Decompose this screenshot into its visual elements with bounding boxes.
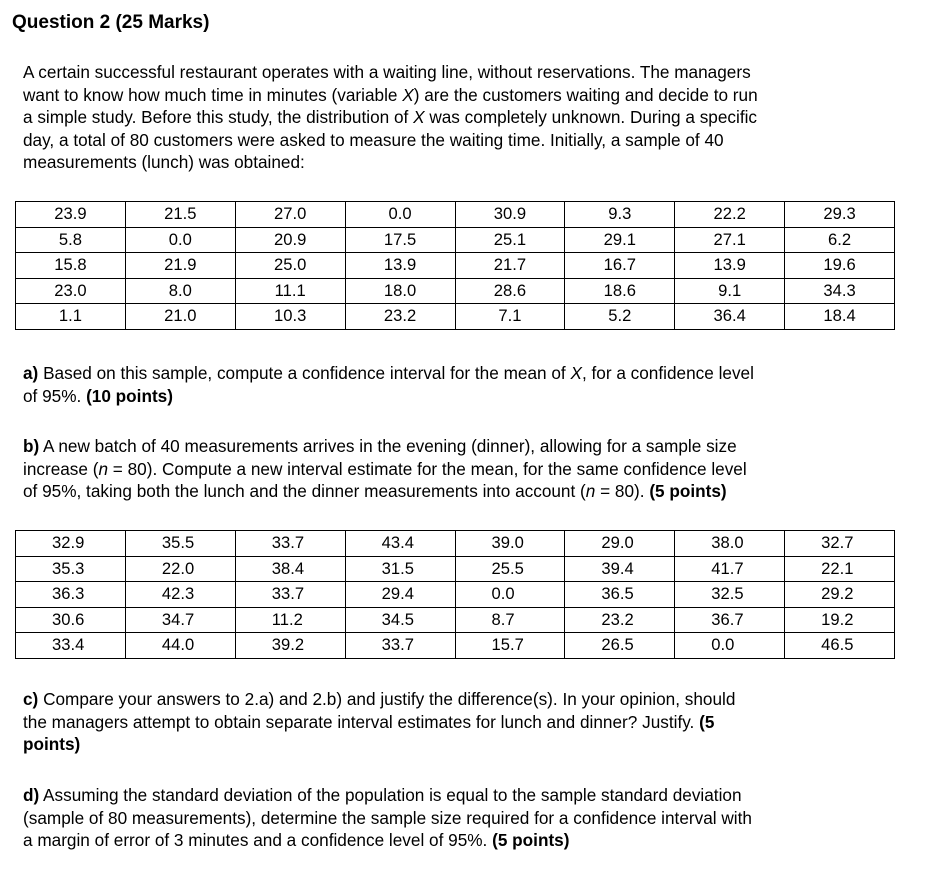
table-cell: 38.0 (675, 531, 785, 557)
table-cell: 27.1 (675, 227, 785, 253)
table-cell: 22.2 (675, 202, 785, 228)
table-cell: 25.0 (235, 253, 345, 279)
table-cell: 20.9 (235, 227, 345, 253)
table-cell: 8.7 (455, 607, 565, 633)
table-cell: 21.5 (125, 202, 235, 228)
table-cell: 32.9 (16, 531, 126, 557)
table-cell: 23.0 (16, 278, 126, 304)
part-b-text-1: A new batch of 40 measurements arrives in the evening (dinner), allowing for a sample size (39, 436, 737, 456)
table-row (16, 556, 895, 582)
table-cell: 18.0 (345, 278, 455, 304)
table-cell: 16.7 (565, 253, 675, 279)
intro-paragraph (23, 61, 903, 174)
table-cell: 19.2 (785, 607, 895, 633)
intro-line-3-end: was completely unknown. During a specific (424, 107, 758, 128)
table-cell: 17.5 (345, 227, 455, 253)
table-cell: 43.4 (345, 531, 455, 557)
intro-line-5: measurements (lunch) was obtained: (23, 152, 305, 173)
part-a-text-1-end: , for a confidence level (581, 363, 754, 383)
part-a-label: a) (23, 363, 39, 383)
table-cell: 0.0 (345, 202, 455, 228)
table-cell: 27.0 (235, 202, 345, 228)
table-cell: 7.1 (455, 304, 565, 330)
table-cell: 29.4 (345, 582, 455, 608)
variable-n: n (585, 481, 596, 502)
table-cell: 0.0 (125, 227, 235, 253)
part-a-text-2: of 95%. (23, 385, 87, 406)
part-d-line-3 (23, 829, 903, 852)
table-row (16, 582, 895, 608)
table-cell: 13.9 (345, 253, 455, 279)
table-row (16, 253, 895, 279)
table-cell: 19.6 (785, 253, 895, 279)
intro-line-3 (23, 106, 903, 129)
table-cell: 22.1 (785, 556, 895, 582)
table-cell: 8.0 (125, 278, 235, 304)
part-a-text-1: Based on this sample, compute a confidence interval for the mean of (38, 363, 571, 383)
table-cell: 0.0 (675, 633, 785, 659)
table-cell: 38.4 (235, 556, 345, 582)
table-cell: 34.7 (125, 607, 235, 633)
part-d-line-2: (sample of 80 measurements), determine the sample size required for a confidence interval with (23, 807, 752, 828)
part-c-label: c) (23, 689, 39, 709)
table-cell: 1.1 (16, 304, 126, 330)
part-c-text-2: the managers attempt to obtain separate interval estimates for lunch and dinner? Justify. (23, 711, 700, 732)
table-cell: 44.0 (125, 633, 235, 659)
table-cell: 42.3 (125, 582, 235, 608)
part-b-points: (5 points) (649, 481, 727, 502)
part-a-paragraph (23, 362, 903, 407)
table-cell: 13.9 (675, 253, 785, 279)
table-cell: 35.5 (125, 531, 235, 557)
table-cell: 46.5 (785, 633, 895, 659)
part-c-points-b: points) (23, 734, 81, 755)
table-cell: 39.0 (455, 531, 565, 557)
part-d-text-1: Assuming the standard deviation of the population is equal to the sample standard deviation (39, 785, 742, 805)
table-cell: 23.2 (565, 607, 675, 633)
intro-line-2-text: want to know how much time in minutes (variable (23, 84, 403, 105)
part-d-paragraph (23, 784, 903, 852)
part-b-text-2b: = 80). Compute a new interval estimate for the mean, for the same confidence level (108, 458, 747, 479)
table-cell: 5.8 (16, 227, 126, 253)
part-c-text-1: Compare your answers to 2.a) and 2.b) and justify the difference(s). In your opinion, should (38, 689, 736, 709)
table-cell: 22.0 (125, 556, 235, 582)
part-b-paragraph (23, 435, 903, 503)
table-cell: 39.2 (235, 633, 345, 659)
table-cell: 26.5 (565, 633, 675, 659)
table-cell: 32.5 (675, 582, 785, 608)
intro-line-2-end: ) are the customers waiting and decide to run (413, 84, 758, 105)
part-c-paragraph (23, 688, 903, 756)
part-a-points: (10 points) (86, 385, 173, 406)
table-cell: 29.2 (785, 582, 895, 608)
variable-n: n (98, 458, 109, 479)
table-row (16, 531, 895, 557)
variable-x: X (402, 84, 414, 105)
part-d-line-1 (23, 784, 903, 807)
table-cell: 30.6 (16, 607, 126, 633)
part-b-label: b) (23, 436, 40, 456)
table-cell: 36.7 (675, 607, 785, 633)
table-cell: 36.4 (675, 304, 785, 330)
dinner-measurements-table (15, 530, 895, 659)
table-cell: 0.0 (455, 582, 565, 608)
table-cell: 15.7 (455, 633, 565, 659)
intro-line-4: day, a total of 80 customers were asked to measure the waiting time. Initially, a sample of 40 (23, 129, 724, 150)
table-cell: 33.7 (235, 531, 345, 557)
table-cell: 21.7 (455, 253, 565, 279)
table-cell: 41.7 (675, 556, 785, 582)
part-d-points: (5 points) (492, 830, 570, 851)
table-cell: 25.1 (455, 227, 565, 253)
table-cell: 34.5 (345, 607, 455, 633)
table-cell: 23.2 (345, 304, 455, 330)
table-cell: 10.3 (235, 304, 345, 330)
table-cell: 25.5 (455, 556, 565, 582)
part-c-points-a: (5 (699, 711, 715, 732)
table-cell: 39.4 (565, 556, 675, 582)
table-cell: 5.2 (565, 304, 675, 330)
table-row (16, 278, 895, 304)
variable-x: X (570, 363, 582, 383)
table-cell: 35.3 (16, 556, 126, 582)
part-b-line-1 (23, 435, 903, 458)
table-cell: 15.8 (16, 253, 126, 279)
table-row (16, 227, 895, 253)
intro-line-3-text: a simple study. Before this study, the distribution of (23, 107, 414, 128)
intro-line-2 (23, 84, 903, 107)
table-row (16, 202, 895, 228)
table-cell: 34.3 (785, 278, 895, 304)
intro-line-1: A certain successful restaurant operates with a waiting line, without reservations. The managers (23, 62, 751, 82)
lunch-measurements-table (15, 201, 895, 330)
part-b-line-3 (23, 480, 903, 503)
table-row (16, 304, 895, 330)
part-d-text-3: a margin of error of 3 minutes and a confidence level of 95%. (23, 830, 493, 851)
table-cell: 29.3 (785, 202, 895, 228)
table-cell: 21.0 (125, 304, 235, 330)
table-cell: 33.7 (345, 633, 455, 659)
table-cell: 18.4 (785, 304, 895, 330)
question-title: Question 2 (25 Marks) (12, 12, 210, 33)
table-cell: 36.5 (565, 582, 675, 608)
table-cell: 33.7 (235, 582, 345, 608)
part-a-line-1 (23, 362, 903, 385)
table-row (16, 633, 895, 659)
table-cell: 9.3 (565, 202, 675, 228)
part-b-text-3a: of 95%, taking both the lunch and the dinner measurements into account ( (23, 481, 586, 502)
table-cell: 6.2 (785, 227, 895, 253)
table-cell: 31.5 (345, 556, 455, 582)
table-cell: 32.7 (785, 531, 895, 557)
table-cell: 11.2 (235, 607, 345, 633)
table-cell: 29.0 (565, 531, 675, 557)
table-row (16, 607, 895, 633)
table-cell: 9.1 (675, 278, 785, 304)
table-cell: 11.1 (235, 278, 345, 304)
table-cell: 23.9 (16, 202, 126, 228)
table-cell: 36.3 (16, 582, 126, 608)
part-b-text-2a: increase ( (23, 458, 99, 479)
part-b-text-3b: = 80). (595, 481, 650, 502)
part-c-line-1 (23, 688, 903, 711)
part-c-line-2 (23, 711, 903, 734)
table-cell: 29.1 (565, 227, 675, 253)
part-b-line-2 (23, 458, 903, 481)
part-d-label: d) (23, 785, 40, 805)
table-cell: 18.6 (565, 278, 675, 304)
table-cell: 21.9 (125, 253, 235, 279)
variable-x: X (413, 107, 425, 128)
table-cell: 33.4 (16, 633, 126, 659)
part-a-line-2 (23, 385, 903, 408)
table-cell: 28.6 (455, 278, 565, 304)
table-cell: 30.9 (455, 202, 565, 228)
